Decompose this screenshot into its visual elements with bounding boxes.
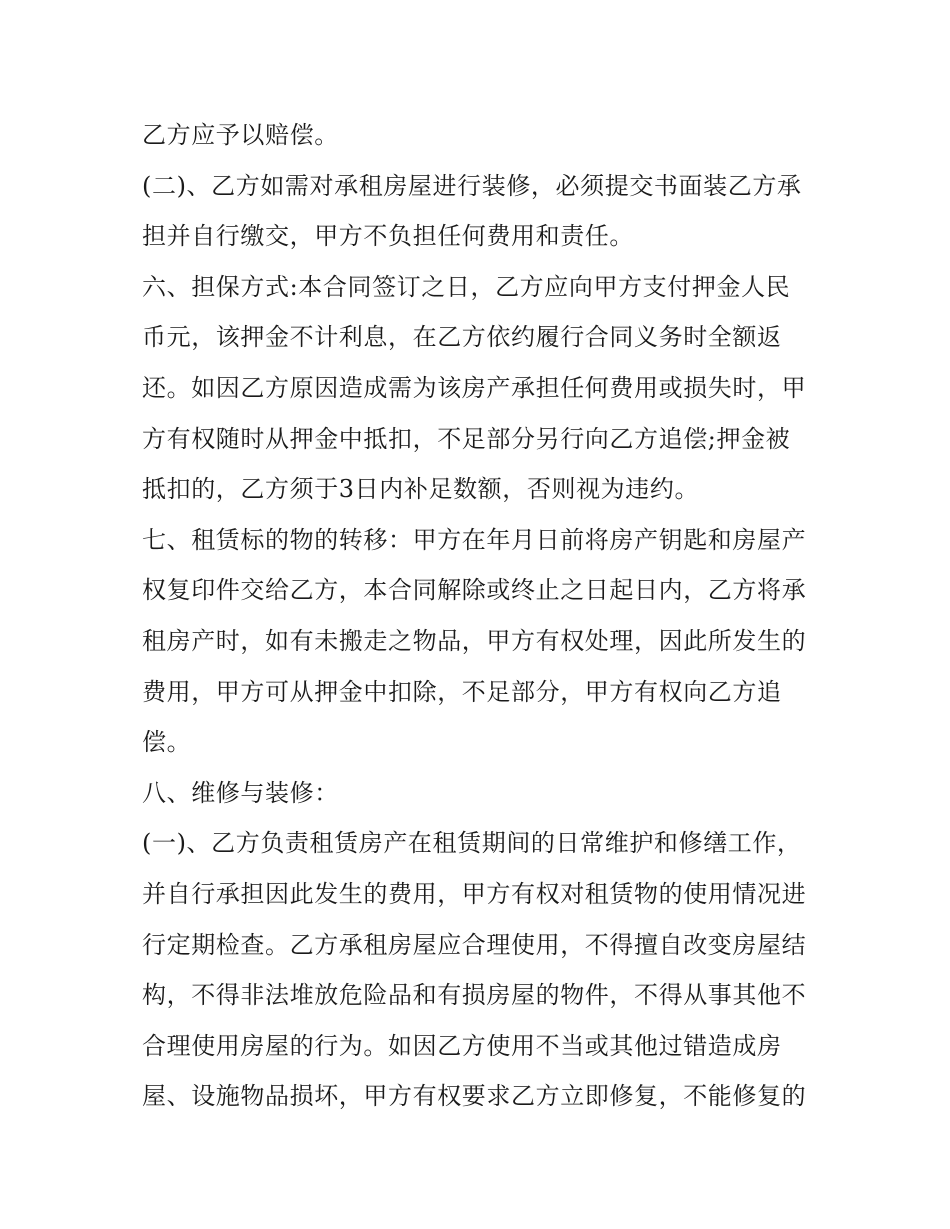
text-line: 还。如因乙方原因造成需为该房产承担任何费用或损失时，甲 <box>142 373 807 402</box>
text-line: 权复印件交给乙方，本合同解除或终止之日起日内，乙方将承 <box>142 576 807 605</box>
text-line: 七、租赁标的物的转移：甲方在年月日前将房产钥匙和房屋产 <box>142 525 807 554</box>
text-line: 行定期检查。乙方承租房屋应合理使用，不得擅自改变房屋结 <box>142 930 807 959</box>
section-heading: 八、维修与装修： <box>142 778 339 807</box>
text-line: (一)、乙方负责租赁房产在租赁期间的日常维护和修缮工作， <box>142 829 802 858</box>
text-line: 乙方应予以赔偿。 <box>142 121 339 149</box>
text-line: 租房产时，如有未搬走之物品，甲方有权处理，因此所发生的 <box>142 626 807 655</box>
text-line: 合理使用房屋的行为。如因乙方使用不当或其他过错造成房 <box>142 1031 782 1060</box>
text-line: 屋、设施物品损坏，甲方有权要求乙方立即修复，不能修复的 <box>142 1082 807 1111</box>
text-line: 构，不得非法堆放危险品和有损房屋的物件，不得从事其他不 <box>142 981 807 1010</box>
document-page <box>142 110 822 1122</box>
text-line: 费用，甲方可从押金中扣除，不足部分，甲方有权向乙方追 <box>142 677 782 706</box>
text-line: 抵扣的，乙方须于3日内补足数额，否则视为违约。 <box>142 475 700 504</box>
text-line: 方有权随时从押金中抵扣，不足部分另行向乙方追偿;押金被 <box>142 424 791 453</box>
text-line: 币元，该押金不计利息，在乙方依约履行合同义务时全额返 <box>142 323 782 352</box>
text-line: (二)、乙方如需对承租房屋进行装修，必须提交书面装乙方承 <box>142 171 802 200</box>
text-line: 六、担保方式:本合同签订之日，乙方应向甲方支付押金人民 <box>142 272 791 301</box>
text-line: 并自行承担因此发生的费用，甲方有权对租赁物的使用情况进 <box>142 879 807 908</box>
text-line: 偿。 <box>142 728 192 757</box>
text-line: 担并自行缴交，甲方不负担任何费用和责任。 <box>142 222 634 251</box>
